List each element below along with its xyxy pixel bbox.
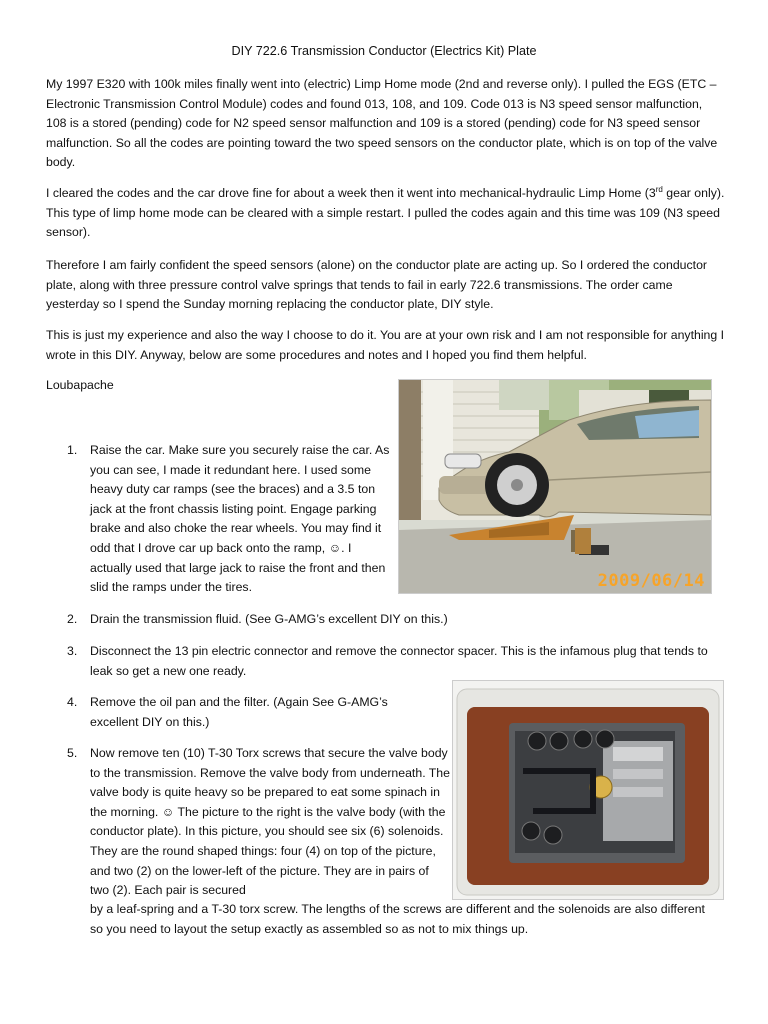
photo-date-stamp: 2009/06/14 [597, 571, 705, 591]
limp-home-paragraph [46, 184, 726, 243]
valve-body-photo [452, 680, 724, 900]
limp-home-text-b: gear only). This type of limp home mode can be cleared with a simple restart. I pulled the codes again and this time was 109 (N3 speed sensor). [46, 186, 725, 240]
car-on-ramps-illustration [399, 380, 711, 593]
step-text: Raise the car. Make sure you securely raise the car. As you can see, I made it redundant here. I used some heavy duty car ramps (see the braces) and a 3.5 ton jack at the front chassis listing point. Engage parking brake and also choke the rear wheels. You may find it odd that I drove car up back onto the ramp, ☺. I actually used that large jack to raise the front and then slid the ramps under the tires. [90, 443, 390, 595]
intro-paragraph: My 1997 E320 with 100k miles finally went into (electric) Limp Home mode (2nd and reverse only). I pulled the EGS (ETC – Electronic Transmission Control Module) codes and found 013, 108, and 109. Code 013 is N3 speed sensor malfunction, 108 is a stored (pending) code for N2 speed sensor malfunction and 109 is a stored (pending) code for N3 speed sensor malfunction. So all the codes are pointing toward the two speed sensors on the conductor plate, which is on top of the valve body. [46, 77, 718, 170]
step-text: Disconnect the 13 pin electric connector and remove the connector spacer. This is the infamous plug that tends to leak so get a new one ready. [90, 644, 708, 678]
author-signature: Loubapache [46, 378, 114, 392]
step-text: Drain the transmission fluid. (See G-AMG’s excellent DIY on this.) [90, 612, 448, 626]
diagnosis-paragraph: Therefore I am fairly confident the speed sensors (alone) on the conductor plate are acting up. So I ordered the conductor plate, along with three pressure control valve springs that tends to fail in early 722.6 transmissions. The order came yesterday so I spend the Sunday morning replacing the conductor plate, DIY style. [46, 258, 708, 312]
step-text: Remove the oil pan and the filter. (Again See G-AMG’s excellent DIY on this.) [90, 695, 388, 729]
step-number: 3. [67, 644, 78, 658]
disclaimer-paragraph: This is just my experience and also the way I choose to do it. You are at your own risk and I am not responsible for anything I wrote in this DIY. Anyway, below are some procedures and notes and I hoped you find them helpful. [46, 328, 725, 362]
document-title: DIY 722.6 Transmission Conductor (Electrics Kit) Plate [231, 44, 537, 58]
step-number: 2. [67, 612, 78, 626]
car-on-ramps-photo [398, 379, 712, 594]
step-number: 5. [67, 746, 78, 760]
step-5-continued: by a leaf-spring and a T-30 torx screw. The lengths of the screws are different and the solenoids are also different so you need to layout the setup exactly as assembled so as not to mix things up. [90, 902, 705, 936]
ordinal-superscript: rd [655, 184, 663, 194]
limp-home-text-a: I cleared the codes and the car drove fine for about a week then it went into mechanical-hydraulic Limp Home (3 [46, 186, 656, 200]
valve-body-illustration [453, 681, 723, 899]
step-number: 1. [67, 443, 78, 457]
step-text: Now remove ten (10) T-30 Torx screws that secure the valve body to the transmission. Remove the valve body from underneath. The valve body is quite heavy so be prepared to eat some spinach in the morning. ☺ The picture to the right is the valve body (with the conductor plate). In this picture, you should see six (6) solenoids. They are the round shaped things: four (4) on top of the picture, and two (2) on the lower-left of the picture. They are in pairs of two (2). Each pair is secured [90, 746, 450, 898]
step-number: 4. [67, 695, 78, 709]
